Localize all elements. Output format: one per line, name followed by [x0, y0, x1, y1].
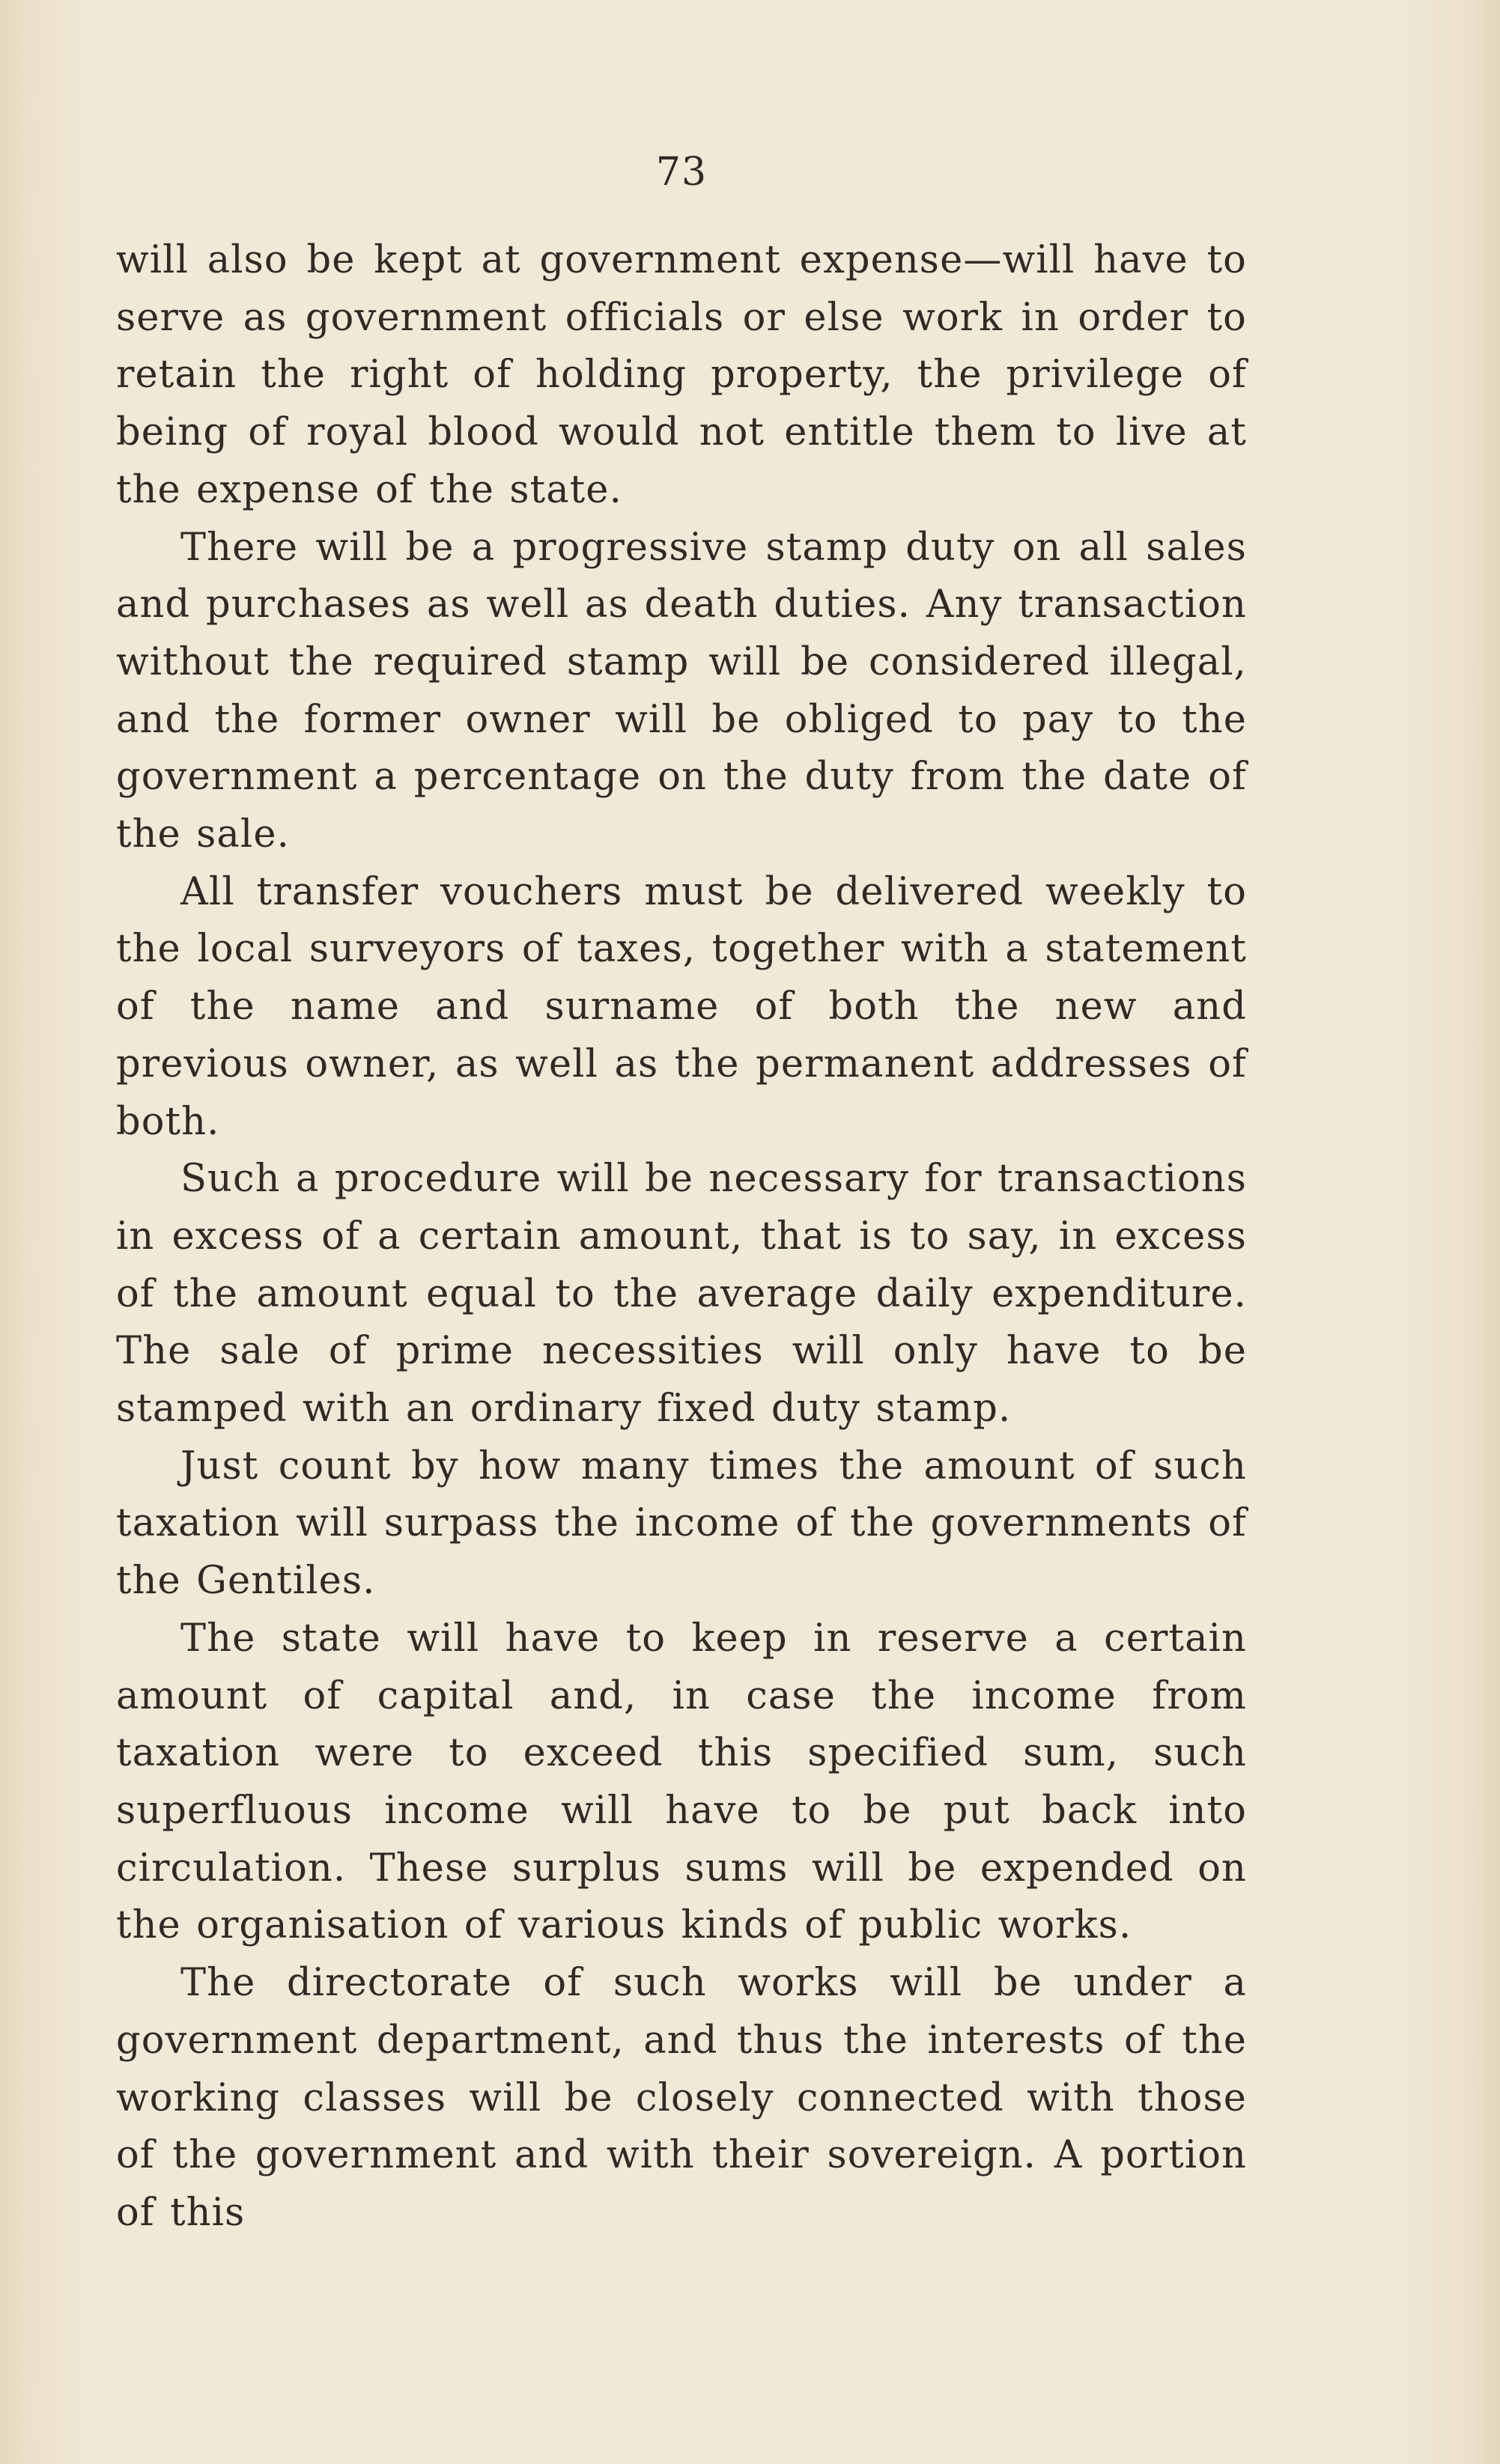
paragraph: All transfer vouchers must be delivered weekly to the local surveyors of taxes, together with a statement of the name and surname of both the new and previous owner, as well as the permanent addresses of both. — [116, 869, 1247, 1144]
paragraph: Just count by how many times the amount of such taxation will surpass the income of the governments of the Gentiles. — [116, 1444, 1247, 1604]
page-number: 73 — [655, 150, 708, 195]
paragraph: The state will have to keep in reserve a certain amount of capital and, in case the income from taxation were to exceed this specified sum, such superfluous income will have to be put back into circulation. These surplus sums will be expended on the organisation of various kinds of public works. — [116, 1616, 1247, 1948]
paragraph-continued: will also be kept at government expense—will have to serve as government officials or else work in order to retain the right of holding property, the privilege of being of royal blood would not entitle them to live at the expense of the state. — [116, 238, 1247, 512]
body-text — [116, 232, 1247, 2242]
paragraph: Such a procedure will be necessary for transactions in excess of a certain amount, that is to say, in excess of the amount equal to the average daily expenditure. The sale of prime necessities will only have to be stamped with an ordinary fixed duty stamp. — [116, 1157, 1247, 1432]
paragraph: The directorate of such works will be under a government department, and thus the interests of the working classes will be closely connected with those of the government and with their sovereign. A portion of this — [116, 1961, 1247, 2235]
paragraph: There will be a progressive stamp duty on all sales and purchases as well as death duties. Any transaction without the required stamp will be considered illegal, and the former owner will be obliged to pay to the government a percentage on the duty from the date of the sale. — [116, 525, 1247, 857]
